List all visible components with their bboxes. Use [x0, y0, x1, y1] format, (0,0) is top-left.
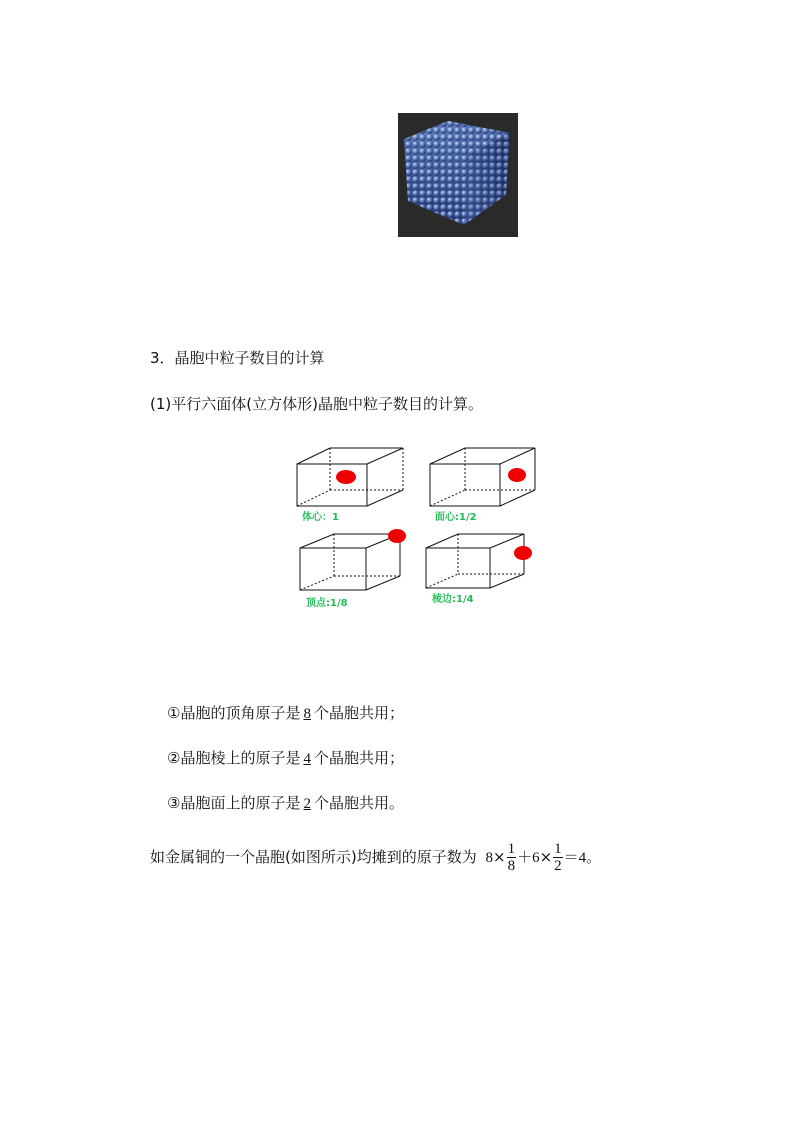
subsection-heading: (1)平行六面体(立方体形)晶胞中粒子数目的计算。: [150, 395, 483, 413]
fraction-denominator: 2: [554, 858, 562, 874]
item-prefix: ③晶胞面上的原子是: [167, 794, 301, 812]
vertex-dot: [388, 529, 406, 543]
cube-edge: [426, 534, 524, 588]
fraction-denominator: 8: [507, 858, 516, 874]
formula-plus-term: ＋6: [517, 850, 540, 866]
section-heading: 3．晶胞中粒子数目的计算: [150, 349, 325, 367]
label-face-center: 面心:1/2: [435, 512, 477, 523]
copper-example: [150, 836, 601, 878]
item-suffix: 个晶胞共用。: [313, 794, 404, 812]
fraction-numerator: 1: [507, 841, 516, 857]
label-vertex: 顶点:1/8: [306, 598, 348, 609]
crystal-cube-image: [398, 113, 518, 237]
item-suffix: 个晶胞共用；: [313, 749, 404, 767]
times-sign-2: ×: [539, 848, 553, 866]
example-text: 如金属铜的一个晶胞(如图所示)均摊到的原子数为: [150, 848, 477, 866]
fraction-one-eighth: [507, 841, 517, 874]
face-center-dot: [508, 468, 526, 482]
label-edge: 棱边:1/4: [432, 594, 474, 605]
item-value: 8: [303, 706, 311, 722]
item-value: 2: [303, 796, 311, 812]
item-face-sharing: [167, 793, 404, 814]
times-sign-1: ×: [493, 848, 506, 866]
label-body-center: 体心：1: [302, 512, 339, 523]
fraction-one-half: [553, 841, 563, 874]
item-suffix: 个晶胞共用；: [313, 704, 404, 722]
item-prefix: ②晶胞棱上的原子是: [167, 749, 301, 767]
item-vertex-sharing: [167, 703, 404, 724]
item-edge-sharing: [167, 748, 404, 769]
formula-term-a: 8: [485, 850, 493, 866]
edge-dot: [514, 546, 532, 560]
item-prefix: ①晶胞的顶角原子是: [167, 704, 301, 722]
unit-cell-diagram: [290, 440, 540, 615]
fraction-numerator: 1: [554, 841, 562, 857]
formula-result: ＝4。: [563, 850, 602, 866]
item-value: 4: [303, 751, 311, 767]
cube-vertex: [300, 534, 400, 590]
body-center-dot: [336, 470, 356, 484]
